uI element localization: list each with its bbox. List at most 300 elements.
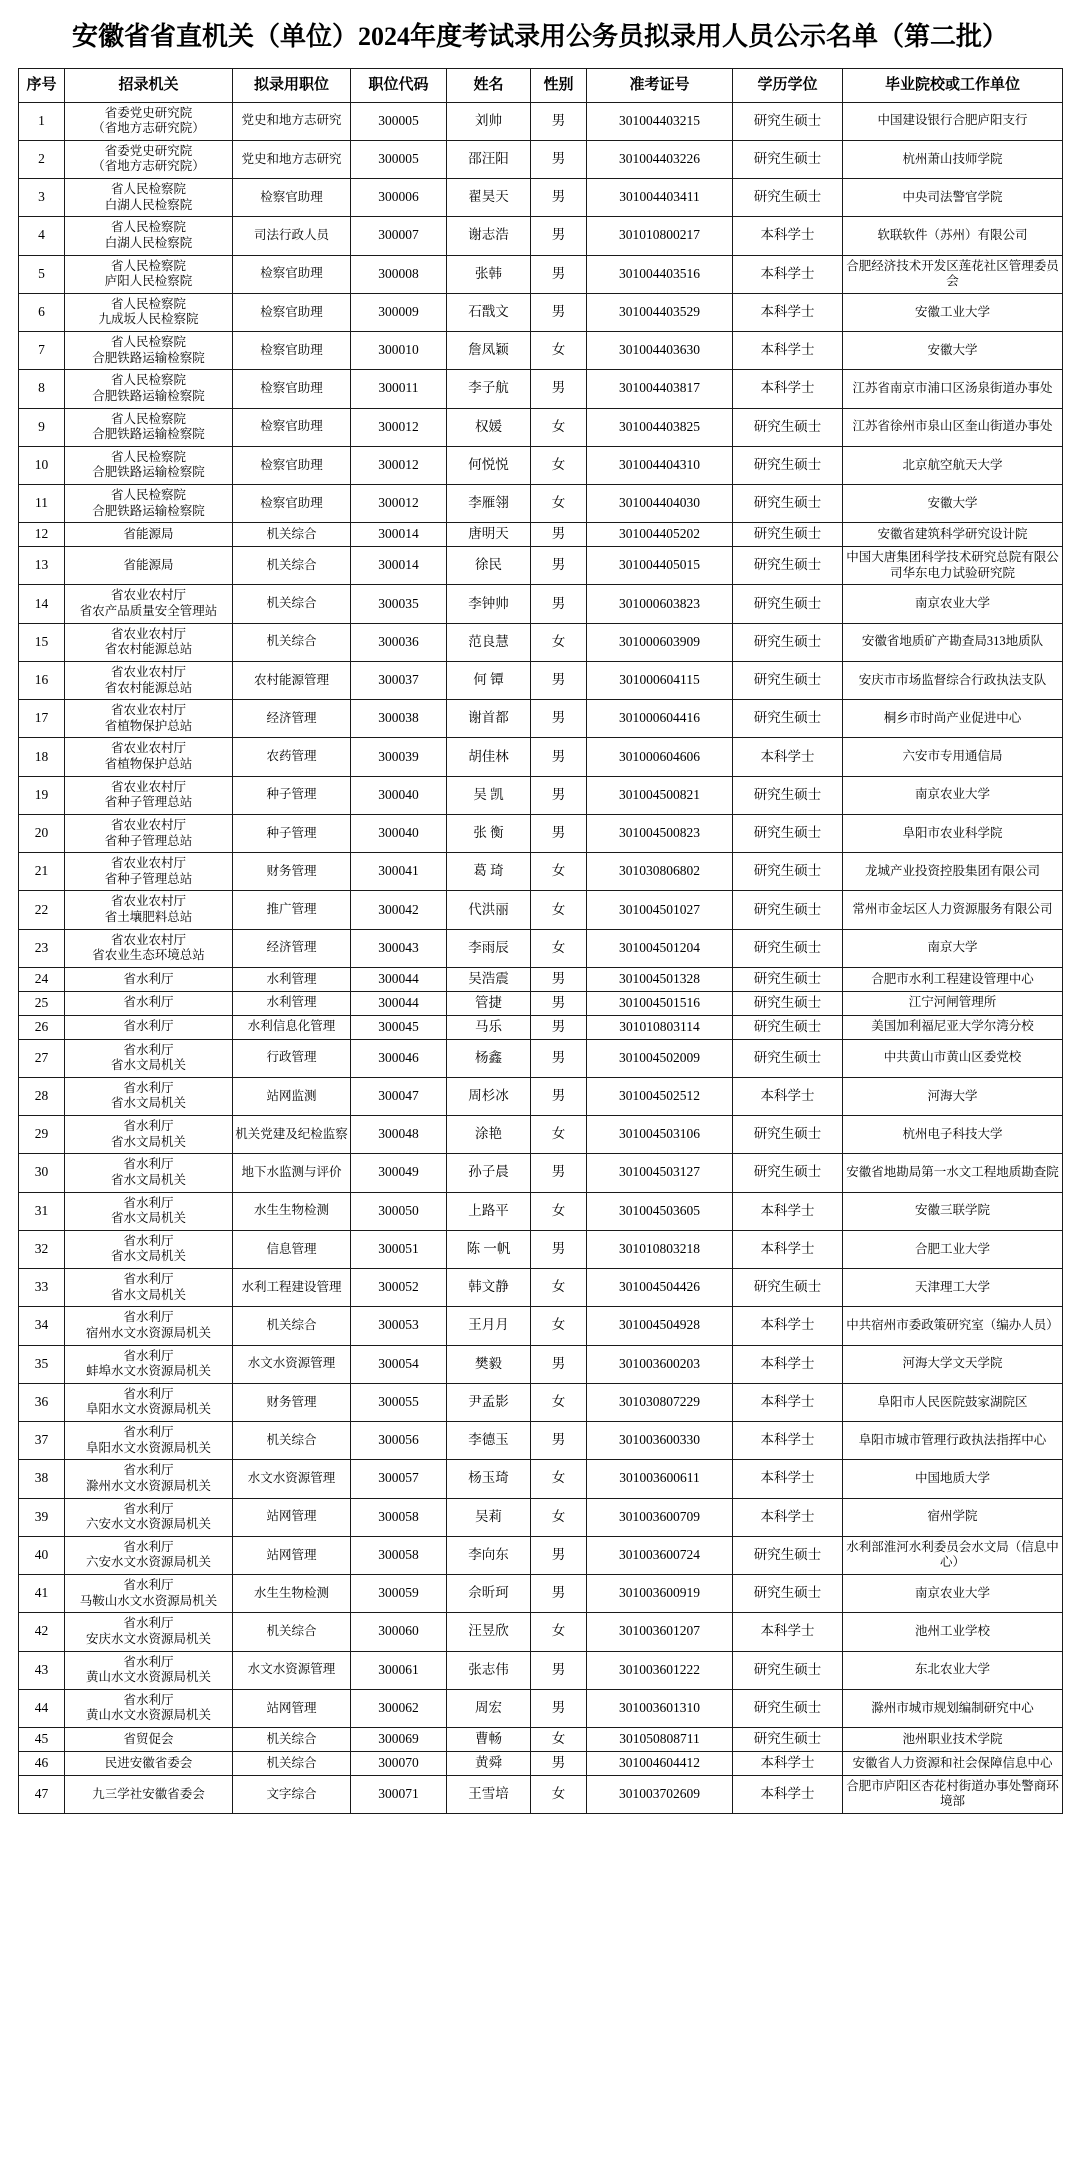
cell-gender: 女 xyxy=(531,408,587,446)
cell-degree: 本科学士 xyxy=(733,1460,843,1498)
cell-position: 检察官助理 xyxy=(233,370,351,408)
table-row xyxy=(19,1383,1063,1421)
cell-degree: 研究生硕士 xyxy=(733,661,843,699)
cell-agency: 省人民检察院 合肥铁路运输检察院 xyxy=(65,408,233,446)
cell-position: 检察官助理 xyxy=(233,179,351,217)
cell-seq: 32 xyxy=(19,1230,65,1268)
cell-agency: 省水利厅 xyxy=(65,1015,233,1039)
cell-name: 李向东 xyxy=(447,1536,531,1574)
cell-agency: 省委党史研究院 （省地方志研究院） xyxy=(65,140,233,178)
cell-name: 代洪丽 xyxy=(447,891,531,929)
cell-gender: 男 xyxy=(531,140,587,178)
cell-gender: 男 xyxy=(531,1039,587,1077)
cell-exam-id: 301004504928 xyxy=(587,1307,733,1345)
cell-degree: 研究生硕士 xyxy=(733,408,843,446)
cell-gender: 男 xyxy=(531,1536,587,1574)
cell-position-code: 300041 xyxy=(351,853,447,891)
cell-position-code: 300060 xyxy=(351,1613,447,1651)
cell-name: 李子航 xyxy=(447,370,531,408)
table-row xyxy=(19,891,1063,929)
table-body xyxy=(19,102,1063,1814)
cell-seq: 14 xyxy=(19,585,65,623)
cell-position: 党史和地方志研究 xyxy=(233,140,351,178)
cell-exam-id: 301004503605 xyxy=(587,1192,733,1230)
table-row xyxy=(19,255,1063,293)
cell-seq: 43 xyxy=(19,1651,65,1689)
column-header-school: 毕业院校或工作单位 xyxy=(843,68,1063,102)
cell-degree: 研究生硕士 xyxy=(733,102,843,140)
cell-name: 詹凤颖 xyxy=(447,332,531,370)
cell-gender: 男 xyxy=(531,700,587,738)
cell-agency: 省水利厅 六安水文水资源局机关 xyxy=(65,1536,233,1574)
cell-seq: 40 xyxy=(19,1536,65,1574)
cell-degree: 研究生硕士 xyxy=(733,929,843,967)
cell-exam-id: 301004403411 xyxy=(587,179,733,217)
cell-exam-id: 301003601310 xyxy=(587,1689,733,1727)
cell-gender: 女 xyxy=(531,1728,587,1752)
cell-school: 杭州萧山技师学院 xyxy=(843,140,1063,178)
table-row xyxy=(19,1536,1063,1574)
table-row xyxy=(19,140,1063,178)
cell-school: 安庆市市场监督综合行政执法支队 xyxy=(843,661,1063,699)
cell-name: 周杉冰 xyxy=(447,1077,531,1115)
table-row xyxy=(19,814,1063,852)
cell-name: 马乐 xyxy=(447,1015,531,1039)
cell-degree: 研究生硕士 xyxy=(733,140,843,178)
cell-seq: 42 xyxy=(19,1613,65,1651)
cell-school: 安徽省地质矿产勘查局313地质队 xyxy=(843,623,1063,661)
cell-position: 经济管理 xyxy=(233,929,351,967)
cell-position: 财务管理 xyxy=(233,853,351,891)
cell-seq: 46 xyxy=(19,1751,65,1775)
cell-degree: 研究生硕士 xyxy=(733,1689,843,1727)
cell-degree: 本科学士 xyxy=(733,1422,843,1460)
cell-school: 中共宿州市委政策研究室（编办人员） xyxy=(843,1307,1063,1345)
cell-school: 南京大学 xyxy=(843,929,1063,967)
cell-name: 杨鑫 xyxy=(447,1039,531,1077)
cell-seq: 39 xyxy=(19,1498,65,1536)
column-header-position: 拟录用职位 xyxy=(233,68,351,102)
cell-position: 站网管理 xyxy=(233,1498,351,1536)
cell-seq: 44 xyxy=(19,1689,65,1727)
cell-degree: 本科学士 xyxy=(733,217,843,255)
column-header-degree: 学历学位 xyxy=(733,68,843,102)
cell-degree: 本科学士 xyxy=(733,1498,843,1536)
cell-degree: 研究生硕士 xyxy=(733,814,843,852)
cell-gender: 男 xyxy=(531,814,587,852)
cell-position: 水利工程建设管理 xyxy=(233,1269,351,1307)
cell-position: 机关综合 xyxy=(233,585,351,623)
cell-position-code: 300007 xyxy=(351,217,447,255)
cell-exam-id: 301004503106 xyxy=(587,1116,733,1154)
cell-position-code: 300012 xyxy=(351,485,447,523)
cell-gender: 男 xyxy=(531,1651,587,1689)
cell-position: 水文水资源管理 xyxy=(233,1460,351,1498)
cell-school: 中国大唐集团科学技术研究总院有限公司华东电力试验研究院 xyxy=(843,547,1063,585)
cell-position: 机关党建及纪检监察 xyxy=(233,1116,351,1154)
cell-position-code: 300014 xyxy=(351,523,447,547)
cell-gender: 男 xyxy=(531,547,587,585)
cell-gender: 男 xyxy=(531,179,587,217)
cell-exam-id: 301003600203 xyxy=(587,1345,733,1383)
cell-position: 站网管理 xyxy=(233,1536,351,1574)
cell-gender: 女 xyxy=(531,1116,587,1154)
cell-exam-id: 301004502512 xyxy=(587,1077,733,1115)
cell-agency: 省人民检察院 合肥铁路运输检察院 xyxy=(65,332,233,370)
table-row xyxy=(19,1154,1063,1192)
cell-name: 吴 凯 xyxy=(447,776,531,814)
cell-school: 江宁河闸管理所 xyxy=(843,991,1063,1015)
cell-name: 葛 琦 xyxy=(447,853,531,891)
cell-seq: 37 xyxy=(19,1422,65,1460)
cell-gender: 女 xyxy=(531,485,587,523)
cell-name: 李雁翎 xyxy=(447,485,531,523)
table-row xyxy=(19,929,1063,967)
cell-position: 检察官助理 xyxy=(233,255,351,293)
cell-gender: 女 xyxy=(531,446,587,484)
cell-exam-id: 301004403825 xyxy=(587,408,733,446)
cell-gender: 女 xyxy=(531,1192,587,1230)
table-row xyxy=(19,1775,1063,1813)
cell-degree: 研究生硕士 xyxy=(733,446,843,484)
cell-name: 周宏 xyxy=(447,1689,531,1727)
cell-position: 财务管理 xyxy=(233,1383,351,1421)
cell-gender: 女 xyxy=(531,929,587,967)
cell-exam-id: 301030806802 xyxy=(587,853,733,891)
cell-exam-id: 301004604412 xyxy=(587,1751,733,1775)
cell-position-code: 300057 xyxy=(351,1460,447,1498)
cell-school: 北京航空航天大学 xyxy=(843,446,1063,484)
cell-position-code: 300035 xyxy=(351,585,447,623)
cell-position: 机关综合 xyxy=(233,523,351,547)
cell-name: 石戬文 xyxy=(447,293,531,331)
cell-position-code: 300042 xyxy=(351,891,447,929)
cell-agency: 省农业农村厅 省植物保护总站 xyxy=(65,738,233,776)
cell-gender: 男 xyxy=(531,1077,587,1115)
cell-agency: 省农业农村厅 省农村能源总站 xyxy=(65,623,233,661)
cell-exam-id: 301004502009 xyxy=(587,1039,733,1077)
cell-school: 池州工业学校 xyxy=(843,1613,1063,1651)
cell-position: 检察官助理 xyxy=(233,408,351,446)
cell-name: 李雨辰 xyxy=(447,929,531,967)
cell-position: 水利管理 xyxy=(233,967,351,991)
cell-gender: 女 xyxy=(531,1307,587,1345)
cell-seq: 21 xyxy=(19,853,65,891)
cell-position: 机关综合 xyxy=(233,547,351,585)
cell-exam-id: 301010803114 xyxy=(587,1015,733,1039)
table-row xyxy=(19,547,1063,585)
cell-agency: 省农业农村厅 省种子管理总站 xyxy=(65,814,233,852)
cell-school: 南京农业大学 xyxy=(843,1575,1063,1613)
cell-gender: 男 xyxy=(531,102,587,140)
cell-school: 东北农业大学 xyxy=(843,1651,1063,1689)
cell-name: 唐明天 xyxy=(447,523,531,547)
cell-degree: 研究生硕士 xyxy=(733,179,843,217)
cell-position: 信息管理 xyxy=(233,1230,351,1268)
cell-name: 黄舜 xyxy=(447,1751,531,1775)
cell-school: 美国加利福尼亚大学尔湾分校 xyxy=(843,1015,1063,1039)
cell-school: 滁州市城市规划编制研究中心 xyxy=(843,1689,1063,1727)
cell-name: 管捷 xyxy=(447,991,531,1015)
cell-position: 机关综合 xyxy=(233,623,351,661)
cell-degree: 研究生硕士 xyxy=(733,1015,843,1039)
cell-position: 水生生物检测 xyxy=(233,1192,351,1230)
cell-gender: 女 xyxy=(531,1498,587,1536)
cell-agency: 省水利厅 蚌埠水文水资源局机关 xyxy=(65,1345,233,1383)
cell-agency: 省能源局 xyxy=(65,523,233,547)
cell-exam-id: 301003702609 xyxy=(587,1775,733,1813)
cell-seq: 2 xyxy=(19,140,65,178)
cell-degree: 本科学士 xyxy=(733,1077,843,1115)
cell-agency: 省农业农村厅 省种子管理总站 xyxy=(65,853,233,891)
cell-agency: 省水利厅 滁州水文水资源局机关 xyxy=(65,1460,233,1498)
cell-seq: 13 xyxy=(19,547,65,585)
cell-exam-id: 301003600709 xyxy=(587,1498,733,1536)
cell-exam-id: 301000604606 xyxy=(587,738,733,776)
table-row xyxy=(19,1116,1063,1154)
table-row xyxy=(19,1460,1063,1498)
cell-name: 张韩 xyxy=(447,255,531,293)
cell-position-code: 300056 xyxy=(351,1422,447,1460)
cell-position: 司法行政人员 xyxy=(233,217,351,255)
cell-position-code: 300050 xyxy=(351,1192,447,1230)
table-row xyxy=(19,1728,1063,1752)
cell-agency: 省水利厅 马鞍山水文水资源局机关 xyxy=(65,1575,233,1613)
cell-seq: 10 xyxy=(19,446,65,484)
cell-position: 检察官助理 xyxy=(233,485,351,523)
cell-degree: 本科学士 xyxy=(733,1751,843,1775)
cell-gender: 男 xyxy=(531,991,587,1015)
cell-exam-id: 301004403630 xyxy=(587,332,733,370)
cell-name: 吴莉 xyxy=(447,1498,531,1536)
table-row xyxy=(19,370,1063,408)
cell-seq: 23 xyxy=(19,929,65,967)
table-row xyxy=(19,967,1063,991)
cell-position-code: 300036 xyxy=(351,623,447,661)
cell-position: 水文水资源管理 xyxy=(233,1651,351,1689)
cell-position-code: 300061 xyxy=(351,1651,447,1689)
cell-seq: 45 xyxy=(19,1728,65,1752)
cell-school: 六安市专用通信局 xyxy=(843,738,1063,776)
cell-exam-id: 301003601207 xyxy=(587,1613,733,1651)
cell-agency: 民进安徽省委会 xyxy=(65,1751,233,1775)
cell-position-code: 300044 xyxy=(351,967,447,991)
cell-gender: 男 xyxy=(531,1154,587,1192)
cell-exam-id: 301000603823 xyxy=(587,585,733,623)
cell-school: 天津理工大学 xyxy=(843,1269,1063,1307)
cell-degree: 研究生硕士 xyxy=(733,1651,843,1689)
cell-exam-id: 301004403215 xyxy=(587,102,733,140)
cell-gender: 男 xyxy=(531,1230,587,1268)
table-row xyxy=(19,332,1063,370)
cell-agency: 省农业农村厅 省植物保护总站 xyxy=(65,700,233,738)
cell-name: 上路平 xyxy=(447,1192,531,1230)
cell-school: 中共黄山市黄山区委党校 xyxy=(843,1039,1063,1077)
cell-position: 检察官助理 xyxy=(233,293,351,331)
cell-seq: 29 xyxy=(19,1116,65,1154)
cell-position: 行政管理 xyxy=(233,1039,351,1077)
cell-position: 推广管理 xyxy=(233,891,351,929)
cell-school: 安徽工业大学 xyxy=(843,293,1063,331)
cell-name: 佘昕珂 xyxy=(447,1575,531,1613)
cell-gender: 女 xyxy=(531,853,587,891)
table-row xyxy=(19,1192,1063,1230)
cell-agency: 省能源局 xyxy=(65,547,233,585)
cell-position: 机关综合 xyxy=(233,1422,351,1460)
cell-seq: 35 xyxy=(19,1345,65,1383)
cell-degree: 本科学士 xyxy=(733,1230,843,1268)
column-header-position-code: 职位代码 xyxy=(351,68,447,102)
cell-exam-id: 301004405202 xyxy=(587,523,733,547)
cell-seq: 33 xyxy=(19,1269,65,1307)
cell-position-code: 300010 xyxy=(351,332,447,370)
cell-gender: 男 xyxy=(531,585,587,623)
cell-position: 机关综合 xyxy=(233,1751,351,1775)
cell-exam-id: 301000603909 xyxy=(587,623,733,661)
cell-position-code: 300012 xyxy=(351,408,447,446)
cell-exam-id: 301004403516 xyxy=(587,255,733,293)
cell-seq: 12 xyxy=(19,523,65,547)
cell-exam-id: 301004403529 xyxy=(587,293,733,331)
cell-school: 软联软件（苏州）有限公司 xyxy=(843,217,1063,255)
cell-school: 安徽省人力资源和社会保障信息中心 xyxy=(843,1751,1063,1775)
cell-name: 杨玉琦 xyxy=(447,1460,531,1498)
cell-agency: 省农业农村厅 省农业生态环境总站 xyxy=(65,929,233,967)
cell-position-code: 300044 xyxy=(351,991,447,1015)
cell-position-code: 300062 xyxy=(351,1689,447,1727)
table-row xyxy=(19,1651,1063,1689)
table-header-row xyxy=(19,68,1063,102)
cell-exam-id: 301003600724 xyxy=(587,1536,733,1574)
cell-name: 王雪培 xyxy=(447,1775,531,1813)
table-row xyxy=(19,1345,1063,1383)
cell-seq: 1 xyxy=(19,102,65,140)
cell-agency: 省水利厅 阜阳水文水资源局机关 xyxy=(65,1422,233,1460)
cell-name: 王月月 xyxy=(447,1307,531,1345)
cell-position-code: 300059 xyxy=(351,1575,447,1613)
cell-agency: 省水利厅 安庆水文水资源局机关 xyxy=(65,1613,233,1651)
cell-name: 吴浩震 xyxy=(447,967,531,991)
cell-name: 刘帅 xyxy=(447,102,531,140)
cell-seq: 47 xyxy=(19,1775,65,1813)
cell-seq: 30 xyxy=(19,1154,65,1192)
cell-gender: 男 xyxy=(531,1575,587,1613)
cell-school: 阜阳市农业科学院 xyxy=(843,814,1063,852)
table-row xyxy=(19,1751,1063,1775)
cell-seq: 19 xyxy=(19,776,65,814)
cell-position: 水文水资源管理 xyxy=(233,1345,351,1383)
cell-name: 汪昱欣 xyxy=(447,1613,531,1651)
public-notice-table xyxy=(18,68,1063,1814)
cell-position-code: 300049 xyxy=(351,1154,447,1192)
cell-seq: 25 xyxy=(19,991,65,1015)
cell-exam-id: 301004404310 xyxy=(587,446,733,484)
column-header-name: 姓名 xyxy=(447,68,531,102)
table-row xyxy=(19,700,1063,738)
cell-name: 李钟帅 xyxy=(447,585,531,623)
table-row xyxy=(19,1039,1063,1077)
cell-degree: 研究生硕士 xyxy=(733,1536,843,1574)
cell-exam-id: 301004501027 xyxy=(587,891,733,929)
cell-gender: 男 xyxy=(531,967,587,991)
cell-school: 河海大学文天学院 xyxy=(843,1345,1063,1383)
cell-position-code: 300040 xyxy=(351,776,447,814)
cell-gender: 女 xyxy=(531,1775,587,1813)
table-row xyxy=(19,1077,1063,1115)
cell-name: 谢首都 xyxy=(447,700,531,738)
cell-position-code: 300054 xyxy=(351,1345,447,1383)
cell-position-code: 300052 xyxy=(351,1269,447,1307)
cell-school: 江苏省南京市浦口区汤泉街道办事处 xyxy=(843,370,1063,408)
cell-position: 文字综合 xyxy=(233,1775,351,1813)
cell-position: 水生生物检测 xyxy=(233,1575,351,1613)
cell-name: 徐民 xyxy=(447,547,531,585)
cell-exam-id: 301004500823 xyxy=(587,814,733,852)
cell-degree: 研究生硕士 xyxy=(733,1575,843,1613)
cell-agency: 省水利厅 黄山水文水资源局机关 xyxy=(65,1689,233,1727)
cell-seq: 16 xyxy=(19,661,65,699)
cell-agency: 省人民检察院 合肥铁路运输检察院 xyxy=(65,446,233,484)
cell-position-code: 300058 xyxy=(351,1498,447,1536)
cell-position: 种子管理 xyxy=(233,814,351,852)
cell-school: 龙城产业投资控股集团有限公司 xyxy=(843,853,1063,891)
cell-name: 邵汪阳 xyxy=(447,140,531,178)
cell-gender: 男 xyxy=(531,1015,587,1039)
cell-exam-id: 301004503127 xyxy=(587,1154,733,1192)
cell-degree: 研究生硕士 xyxy=(733,1039,843,1077)
cell-position-code: 300014 xyxy=(351,547,447,585)
cell-degree: 研究生硕士 xyxy=(733,547,843,585)
cell-degree: 本科学士 xyxy=(733,1775,843,1813)
cell-degree: 研究生硕士 xyxy=(733,776,843,814)
cell-name: 韩文静 xyxy=(447,1269,531,1307)
cell-school: 合肥市水利工程建设管理中心 xyxy=(843,967,1063,991)
cell-position: 机关综合 xyxy=(233,1307,351,1345)
table-row xyxy=(19,738,1063,776)
cell-school: 中央司法警官学院 xyxy=(843,179,1063,217)
cell-agency: 省人民检察院 九成坂人民检察院 xyxy=(65,293,233,331)
cell-name: 张志伟 xyxy=(447,1651,531,1689)
cell-position: 水利信息化管理 xyxy=(233,1015,351,1039)
cell-school: 阜阳市城市管理行政执法指挥中心 xyxy=(843,1422,1063,1460)
cell-seq: 4 xyxy=(19,217,65,255)
cell-gender: 男 xyxy=(531,776,587,814)
cell-school: 安徽省地勘局第一水文工程地质勘查院 xyxy=(843,1154,1063,1192)
cell-seq: 8 xyxy=(19,370,65,408)
cell-position-code: 300037 xyxy=(351,661,447,699)
cell-exam-id: 301003601222 xyxy=(587,1651,733,1689)
cell-seq: 20 xyxy=(19,814,65,852)
cell-position-code: 300012 xyxy=(351,446,447,484)
cell-exam-id: 301010800217 xyxy=(587,217,733,255)
table-row xyxy=(19,1269,1063,1307)
cell-exam-id: 301004405015 xyxy=(587,547,733,585)
cell-degree: 研究生硕士 xyxy=(733,585,843,623)
cell-school: 宿州学院 xyxy=(843,1498,1063,1536)
cell-position: 站网管理 xyxy=(233,1689,351,1727)
cell-school: 安徽大学 xyxy=(843,332,1063,370)
table-row xyxy=(19,485,1063,523)
cell-agency: 省水利厅 省水文局机关 xyxy=(65,1039,233,1077)
cell-seq: 24 xyxy=(19,967,65,991)
column-header-exam-id: 准考证号 xyxy=(587,68,733,102)
cell-gender: 男 xyxy=(531,1751,587,1775)
cell-seq: 9 xyxy=(19,408,65,446)
cell-seq: 28 xyxy=(19,1077,65,1115)
cell-position-code: 300047 xyxy=(351,1077,447,1115)
cell-seq: 15 xyxy=(19,623,65,661)
cell-school: 阜阳市人民医院鼓家湖院区 xyxy=(843,1383,1063,1421)
